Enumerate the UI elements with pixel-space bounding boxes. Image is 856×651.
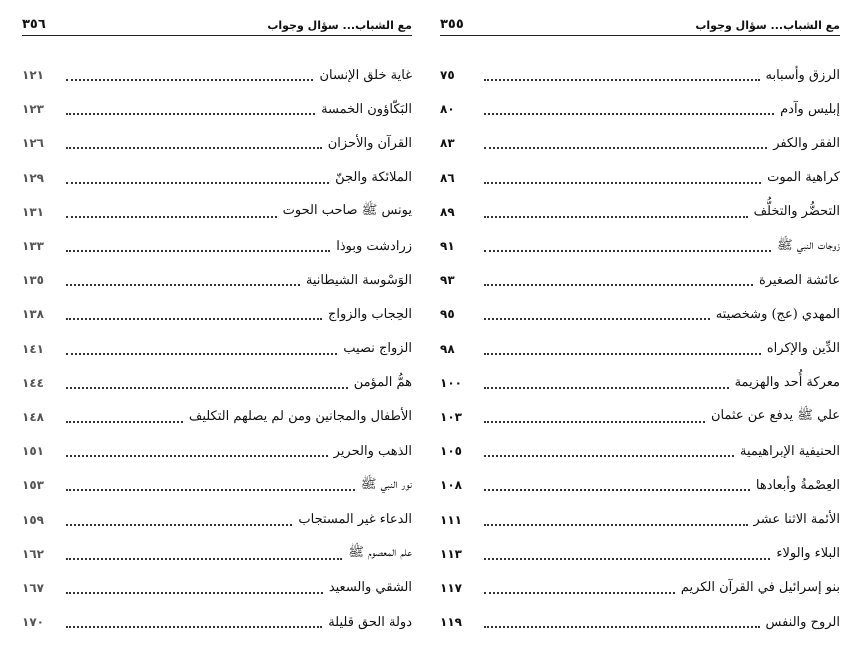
toc-entry [440, 434, 840, 468]
toc-leader-dots [484, 592, 675, 594]
toc-leader-dots [484, 113, 774, 115]
toc-entry-title: يونس ﷺ صاحب الحوت [282, 203, 412, 219]
toc-entry-title: كراهية الموت [767, 170, 840, 186]
toc-entry [440, 58, 840, 92]
toc-entry [440, 332, 840, 366]
toc-entry [440, 468, 840, 502]
toc-entry-page: ١٠٣ [440, 409, 462, 424]
toc-leader-dots [66, 489, 355, 491]
toc-entry-page: ١٠٥ [440, 444, 462, 459]
toc-entry-title: الزواج نصيب [343, 341, 412, 357]
toc-leader-dots [484, 421, 705, 423]
toc-entry-page: ١٢١ [22, 68, 44, 83]
toc-entry [22, 263, 412, 297]
toc-entry [22, 366, 412, 400]
toc-entry [22, 332, 412, 366]
toc-leader-dots [484, 216, 748, 218]
toc-entry-title: الشقي والسعيد [328, 580, 412, 596]
toc-entry [22, 58, 412, 92]
toc-leader-dots [484, 489, 750, 491]
toc-leader-dots [484, 250, 771, 252]
toc-entry-title: الرزق وأسبابه [765, 67, 840, 83]
toc-entry [22, 468, 412, 502]
toc-entry-page: ٩٥ [440, 307, 455, 322]
toc-leader-dots [484, 182, 761, 184]
toc-entry-page: ٩٨ [440, 341, 455, 356]
toc-leader-dots [484, 387, 729, 389]
right-page-number: ٣٥٥ [440, 17, 464, 32]
toc-entry-title: البَكّاؤون الخمسة [321, 101, 412, 117]
toc-entry-page: ٨٦ [440, 170, 455, 185]
toc-entry-page: ١٠٠ [440, 375, 462, 390]
toc-leader-dots [66, 353, 337, 355]
toc-entry-title: الدعاء غير المستجاب [298, 512, 412, 528]
left-toc-list [22, 58, 412, 639]
toc-entry [22, 195, 412, 229]
toc-entry-title: التحضُّر والتخلُّف [753, 204, 840, 220]
toc-entry-title: زوجات النبي ﷺ [776, 237, 840, 253]
toc-leader-dots [66, 455, 328, 457]
toc-entry-page: ١٣٨ [22, 307, 44, 322]
toc-entry [440, 571, 840, 605]
toc-leader-dots [66, 421, 183, 423]
toc-entry-title: الوَسْوسة الشيطانية [305, 272, 412, 288]
toc-leader-dots [66, 387, 348, 389]
toc-entry [22, 605, 412, 639]
left-page-number: ٣٥٦ [22, 17, 46, 32]
toc-leader-dots [66, 113, 315, 115]
toc-entry-title: الدِّين والإكراه [766, 341, 840, 357]
toc-leader-dots [66, 558, 342, 560]
toc-entry [440, 195, 840, 229]
toc-entry [440, 161, 840, 195]
toc-entry-page: ١٠٨ [440, 478, 462, 493]
right-toc-list [440, 58, 840, 639]
toc-entry-title: الفقر والكفر [773, 135, 840, 151]
toc-entry [440, 537, 840, 571]
toc-entry-title: علم المعصوم ﷺ [348, 545, 412, 561]
toc-entry [440, 605, 840, 639]
toc-entry [440, 92, 840, 126]
toc-entry-title: المهدي (عج) وشخصيته [715, 306, 840, 322]
toc-entry-title: همُّ المؤمن [353, 375, 412, 391]
toc-entry-title: إبليس وآدم [780, 101, 840, 117]
toc-entry [22, 502, 412, 536]
toc-leader-dots [484, 455, 734, 457]
toc-leader-dots [66, 524, 292, 526]
toc-entry-page: ١٢٣ [22, 102, 44, 117]
toc-entry-page: ١٥٩ [22, 512, 44, 527]
toc-entry [22, 434, 412, 468]
left-head-title: مع الشباب... سؤال وجواب [267, 19, 412, 32]
toc-leader-dots [484, 147, 767, 149]
toc-entry [22, 161, 412, 195]
toc-entry-title: الحنيفية الإبراهيمية [739, 443, 840, 459]
toc-leader-dots [484, 284, 753, 286]
toc-entry-page: ١١١ [440, 512, 462, 527]
toc-entry-page: ١٥٣ [22, 478, 44, 493]
toc-leader-dots [66, 592, 323, 594]
toc-entry [22, 126, 412, 160]
toc-entry-page: ٧٥ [440, 68, 455, 83]
toc-leader-dots [484, 318, 710, 320]
toc-leader-dots [66, 216, 277, 218]
toc-entry-title: الأئمة الاثنا عشر [753, 512, 840, 528]
toc-entry-page: ٨٣ [440, 136, 455, 151]
toc-entry-page: ١٦٧ [22, 580, 44, 595]
toc-leader-dots [66, 284, 300, 286]
toc-entry-page: ١٤١ [22, 341, 44, 356]
toc-entry-title: بنو إسرائيل في القرآن الكريم [680, 580, 840, 596]
toc-entry [22, 92, 412, 126]
toc-entry-page: ١٣١ [22, 204, 44, 219]
toc-entry-page: ١٧٠ [22, 615, 44, 630]
left-page [22, 8, 412, 644]
toc-entry-page: ١١٣ [440, 546, 462, 561]
toc-leader-dots [484, 353, 761, 355]
toc-entry-title: الحِجاب والزواج [328, 306, 412, 322]
toc-entry-page: ١٢٦ [22, 136, 44, 151]
toc-entry-page: ١٤٨ [22, 409, 44, 424]
toc-leader-dots [484, 79, 760, 81]
toc-entry [22, 571, 412, 605]
toc-entry-title: عائشة الصغيرة [758, 272, 840, 288]
toc-leader-dots [66, 626, 322, 628]
toc-entry-title: دولة الحق قليلة [328, 614, 412, 630]
toc-leader-dots [66, 147, 322, 149]
toc-entry [22, 297, 412, 331]
toc-leader-dots [484, 626, 760, 628]
toc-entry-title: زرادشت وبوذا [336, 238, 412, 254]
toc-entry-page: ٩٣ [440, 273, 455, 288]
toc-entry [440, 297, 840, 331]
toc-entry-title: غاية خلق الإنسان [319, 67, 412, 83]
toc-entry-title: الملائكة والجنّ [335, 170, 412, 186]
toc-entry-title: القرآن والأحزان [327, 135, 412, 151]
toc-leader-dots [484, 524, 748, 526]
toc-entry-title: علي ﷺ يدفع عن عثمان [710, 408, 840, 424]
toc-entry [440, 263, 840, 297]
toc-entry-page: ٨٠ [440, 102, 455, 117]
toc-entry [440, 502, 840, 536]
right-page [440, 8, 840, 644]
toc-entry-title: الذهب والحرير [333, 443, 412, 459]
toc-entry [440, 366, 840, 400]
toc-leader-dots [484, 558, 770, 560]
toc-entry-page: ١٢٩ [22, 170, 44, 185]
toc-entry-page: ١٤٤ [22, 375, 44, 390]
toc-leader-dots [66, 250, 330, 252]
left-running-head [22, 8, 412, 36]
toc-entry-title: البلاء والولاء [776, 546, 840, 562]
toc-entry-title: نور النبي ﷺ [360, 476, 412, 492]
toc-leader-dots [66, 318, 322, 320]
toc-entry [22, 537, 412, 571]
toc-entry [440, 400, 840, 434]
toc-entry [440, 126, 840, 160]
toc-entry [22, 400, 412, 434]
toc-entry-title: معركة أُحد والهزيمة [734, 375, 840, 391]
toc-entry [440, 229, 840, 263]
toc-entry [22, 229, 412, 263]
toc-entry-title: الروح والنفس [765, 614, 840, 630]
toc-entry-page: ١١٧ [440, 580, 462, 595]
toc-leader-dots [66, 79, 313, 81]
toc-entry-title: العِصْمةُ وأبعادها [755, 477, 840, 493]
toc-entry-page: ١٦٢ [22, 546, 44, 561]
toc-entry-page: ١٣٥ [22, 273, 44, 288]
right-running-head [440, 8, 840, 36]
toc-entry-page: ٨٩ [440, 204, 455, 219]
right-head-title: مع الشباب... سؤال وجواب [695, 19, 840, 32]
toc-leader-dots [66, 182, 329, 184]
toc-entry-page: ١٥١ [22, 444, 44, 459]
toc-entry-title: الأطفال والمجانين ومن لم يصلهم التكليف [188, 409, 412, 425]
toc-entry-page: ١٣٣ [22, 239, 44, 254]
toc-entry-page: ١١٩ [440, 615, 462, 630]
toc-entry-page: ٩١ [440, 239, 455, 254]
